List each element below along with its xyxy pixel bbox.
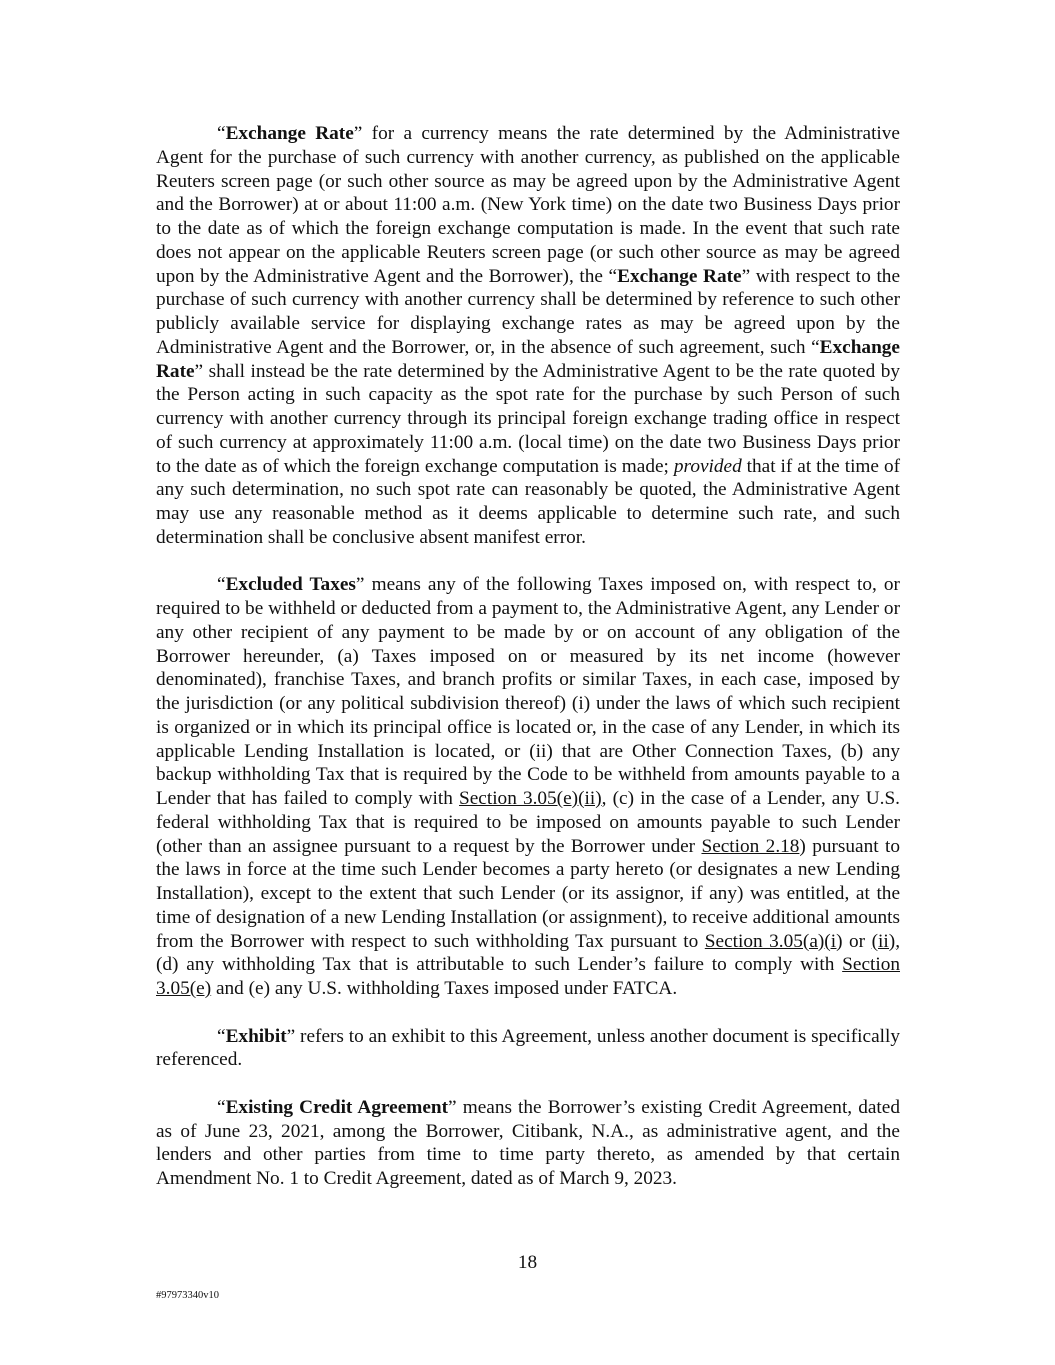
- italic-proviso: provided: [673, 455, 742, 477]
- section-reference: Section 3.05(e)(ii): [459, 788, 602, 809]
- defined-term: Exchange Rate: [617, 265, 742, 287]
- page-number: 18: [517, 1252, 538, 1273]
- section-reference: Section 3.05(a)(i): [704, 930, 843, 952]
- definition-excluded-taxes: “Excluded Taxes” means any of the following Taxes imposed on, with respect to, or required to be withheld or deducted from a payment to, the Administrative Agent, any Lender or any other recipient of any payment to be made by or on account of any obligation of the Borrower hereunder, (a) Taxes imposed on or measured by its net income (however denominated), franchise Taxes, and branch profits or similar Taxes, in each case, imposed by the jurisdiction (or any political subdivision thereof) (i) under the laws of which such recipient is organized or in which its principal office is located or, in the case of any Lender, in which its applicable Lending Installation is located, or (ii) that are Other Connection Taxes, (b) any backup withholding Tax that is required by the Code to be withheld from amounts payable to a Lender that has failed to comply with Section 3.05(e)(ii), (c) in the case of a Lender, any U.S. federal withholding Tax that is required to be imposed on amounts payable to such Lender (other than an assignee pursuant to a request by the Borrower under Section 2.18) pursuant to the laws in force at the time such Lender becomes a party hereto (or designates a new Lending Installation), except to the extent that such Lender (or its assignor, if any) was entitled, at the time of designation of a new Lending Installation (or assignment), to receive additional amounts from the Borrower with respect to such withholding Tax pursuant to Section 3.05(a)(i) or (ii), (d) any withholding Tax that is attributable to such Lender’s failure to comply with Section 3.05(e) and (e) any U.S. withholding Taxes imposed under FATCA.: [156, 574, 901, 999]
- definition-existing-credit-agreement: “Existing Credit Agreement” means the Borrower’s existing Credit Agreement, dated as of June 23, 2021, among the Borrower, Citibank, N.A., as administrative agent, and the lenders and other parties from time to time party thereto, as amended by that certain Amendment No. 1 to Credit Agreement, dated as of March 9, 2023.: [156, 1096, 900, 1189]
- section-reference: Section 2.18: [701, 835, 800, 857]
- defined-term: Exchange Rate: [156, 336, 900, 382]
- section-reference: Section 3.05(e): [156, 954, 900, 999]
- definition-exhibit: “Exhibit” refers to an exhibit to this Agreement, unless another document is specifically referenced.: [156, 1025, 900, 1071]
- defined-term: Exchange Rate: [225, 123, 354, 144]
- defined-term: Exhibit: [225, 1025, 287, 1047]
- section-reference: (ii): [871, 930, 896, 952]
- defined-term: Excluded Taxes: [225, 574, 356, 596]
- definition-exchange-rate: “Exchange Rate” for a currency means the rate determined by the Administrative Agent for the purchase of such currency with another currency, as published on the applicable Reuters screen page (or such other source as may be agreed upon by the Administrative Agent and the Borrower) at or about 11:00 a.m. (New York time) on the date two Business Days prior to the date as of which the foreign exchange computation is made. In the event that such rate does not appear on the applicable Reuters screen page (or such other source as may be agreed upon by the Administrative Agent and the Borrower), the “Exchange Rate” with respect to the purchase of such currency with another currency shall be determined by reference to such other publicly available service for displaying exchange rates as may be agreed upon by the Administrative Agent and the Borrower, or, in the absence of such agreement, such “Exchange Rate” shall instead be the rate determined by the Administrative Agent to be the rate quoted by the Person acting in such capacity as the spot rate for the purchase by such Person of such currency with another currency through its principal foreign exchange trading office in respect of such currency at approximately 11:00 a.m. (local time) on the date two Business Days prior to the date as of which the foreign exchange computation is made; provided that if at the time of any such determination, no such spot rate can reasonably be quoted, the Administrative Agent may use any reasonable method as it deems applicable to determine such rate, and such determination shall be conclusive absent manifest error.: [156, 123, 901, 548]
- document-body: [156, 122, 900, 1191]
- document-id: #97973340v10: [156, 1290, 219, 1301]
- defined-term: Existing Credit Agreement: [225, 1096, 449, 1118]
